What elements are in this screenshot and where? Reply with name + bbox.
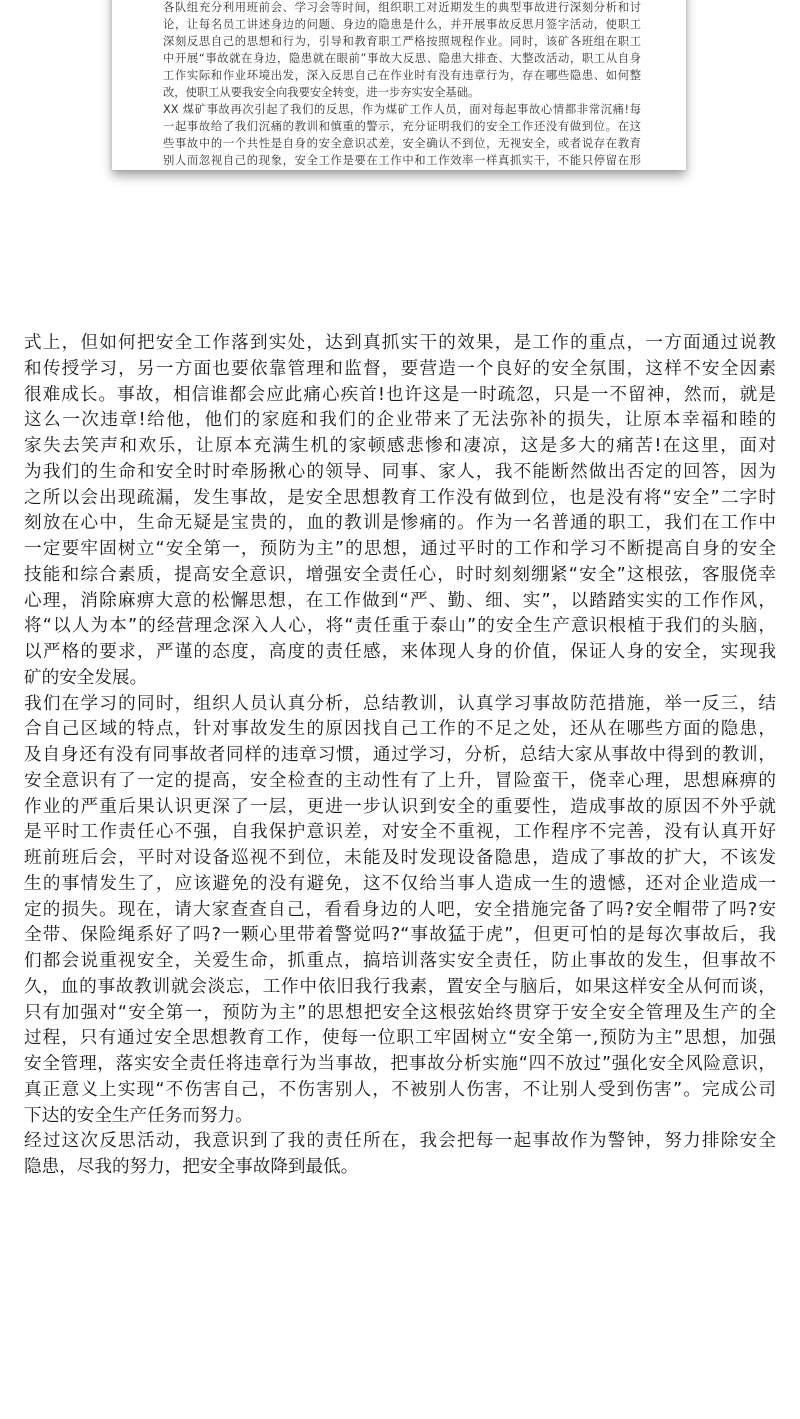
article-body <box>24 331 776 1181</box>
body-line: 久，血的事故教训就会淡忘，工作中依旧我行我素，置安全与脑后，如果这样安全从何而谈， <box>24 976 776 997</box>
body-line: 全带、保险绳系好了吗?一颗心里带着警觉吗?“事故猛于虎”，但更可怕的是每次事故后，我 <box>24 925 776 946</box>
body-line: 真正意义上实现“不伤害自己，不伤害别人，不被别人伤害，不让别人受到伤害”。完成公司 <box>24 1079 776 1100</box>
body-line: 合自己区域的特点，针对事故发生的原因找自己工作的不足之处，还从在哪些方面的隐患， <box>24 719 776 740</box>
body-line: 刻放在心中，生命无疑是宝贵的，血的教训是惨痛的。作为一名普通的职工，我们在工作中 <box>24 513 776 534</box>
body-line: 将“以人为本”的经营理念深入人心，将“责任重于泰山”的安全生产意识根植于我们的头脑， <box>24 616 776 637</box>
body-paragraph <box>24 692 776 1130</box>
body-line: 们都会说重视安全，关爱生命，抓重点，搞培训落实安全责任，防止事故的发生，但事故不 <box>24 951 776 971</box>
body-line: 只有加强对“安全第一，预防为主”的思想把安全这根弦始终贯穿于安全安全管理及生产的全 <box>24 1002 776 1023</box>
body-line: 这么一次违章!给他，他们的家庭和我们的企业带来了无法弥补的损失，让原本幸福和睦的 <box>24 410 776 431</box>
body-line: 安全意识有了一定的提高，安全检查的主动性有了上升，冒险蛮干，侥幸心理，思想麻痹的 <box>24 770 776 791</box>
document-preview-card <box>112 0 686 170</box>
body-line: 班前班后会，平时对设备巡视不到位，未能及时发现设备隐患，造成了事故的扩大，不该发 <box>24 848 776 868</box>
body-line: 隐患，尽我的努力，把安全事故降到最低。 <box>24 1157 359 1177</box>
body-paragraph <box>24 1129 776 1181</box>
excerpt-paragraph <box>163 101 641 169</box>
body-paragraph <box>24 331 776 692</box>
excerpt-line: 改，使职工从要我安全向我要安全转变，进一步夯实安全基础。 <box>163 86 480 99</box>
excerpt-line: 中开展“事故就在身边，隐患就在眼前”事故大反思、隐患大排查、大整改活动，职工从自身 <box>163 52 641 65</box>
body-line: 以严格的要求，严谨的态度，高度的责任感，来体现人身的价值，保证人身的安全，实现我 <box>24 642 776 662</box>
excerpt-line: 各队组充分利用班前会、学习会等时间，组织职工对近期发生的典型事故进行深刻分析和讨 <box>163 1 641 14</box>
body-line: 家失去笑声和欢乐，让原本充满生机的家顿感悲惨和凄凉，这是多大的痛苦!在这里，面对 <box>24 436 776 456</box>
body-line: 一定要牢固树立“安全第一，预防为主”的思想，通过平时的工作和学习不断提高自身的安全 <box>24 539 776 559</box>
body-line: 矿的安全发展。 <box>24 667 148 688</box>
body-line: 经过这次反思活动，我意识到了我的责任所在，我会把每一起事故作为警钟，努力排除安全 <box>24 1131 776 1152</box>
body-line: 定的损失。现在，请大家查查自己，看看身边的人吧，安全措施完备了吗?安全帽带了吗?安 <box>24 899 776 920</box>
body-line: 及自身还有没有同事故者同样的违章习惯，通过学习，分析，总结大家从事故中得到的教训， <box>24 745 776 765</box>
body-line: 我们在学习的同时，组织人员认真分析，总结教训，认真学习事故防范措施，举一反三，结 <box>24 693 776 714</box>
excerpt-line: XX 煤矿事故再次引起了我们的反思，作为煤矿工作人员，面对每起事故心情都非常沉痛!每 <box>163 103 641 116</box>
body-line: 是平时工作责任心不强，自我保护意识差，对安全不重视，工作程序不完善，没有认真开好 <box>24 822 776 843</box>
excerpt-text <box>163 0 641 169</box>
body-line: 下达的安全生产任务而努力。 <box>24 1105 253 1126</box>
body-line: 为我们的生命和安全时时牵肠揪心的领导、同事、家人，我不能断然做出否定的回答，因为 <box>24 461 776 482</box>
body-line: 式上，但如何把安全工作落到实处，达到真抓实干的效果，是工作的重点，一方面通过说教 <box>24 333 776 353</box>
excerpt-line: 一起事故给了我们沉痛的教训和慎重的警示，充分证明我们的安全工作还没有做到位。在这 <box>163 120 641 133</box>
body-line: 安全管理，落实安全责任将违章行为当事故，把事故分析实施“四不放过”强化安全风险意识， <box>24 1054 776 1074</box>
body-line: 之所以会出现疏漏，发生事故，是安全思想教育工作没有做到位，也是没有将“安全”二字时 <box>24 487 776 508</box>
body-line: 心理，消除麻痹大意的松懈思想，在工作做到“严、勤、细、实”，以踏踏实实的工作作风， <box>24 590 776 611</box>
excerpt-line: 深刻反思自己的思想和行为，引导和教育职工严格按照规程作业。同时，该矿各班组在职工 <box>163 35 641 48</box>
body-line: 很难成长。事故，相信谁都会应此痛心疾首!也许这是一时疏忽，只是一不留神，然而，就是 <box>24 384 776 405</box>
excerpt-line: 工作实际和作业环境出发，深入反思自己在作业时有没有违章行为，存在哪些隐患、如何整 <box>163 69 641 82</box>
body-line: 生的事情发生了，应该避免的没有避免，这不仅给当事人造成一生的遗憾，还对企业造成一 <box>24 873 776 894</box>
body-line: 和传授学习，另一方面也要依靠管理和监督，要营造一个良好的安全氛围，这样不安全因素 <box>24 358 776 379</box>
body-line: 技能和综合素质，提高安全意识，增强安全责任心，时时刻刻绷紧“安全”这根弦，客服侥幸 <box>24 564 776 585</box>
excerpt-line: 些事故中的一个共性是自身的安全意识忒差，安全确认不到位，无视安全，或者说存在教育 <box>163 137 641 150</box>
body-line: 作业的严重后果认识更深了一层，更进一步认识到安全的重要性，造成事故的原因不外乎就 <box>24 796 776 817</box>
excerpt-paragraph <box>163 0 641 101</box>
excerpt-line: 论，让每名员工讲述身边的问题、身边的隐患是什么，并开展事故反思月签字活动，使职工 <box>163 18 641 31</box>
excerpt-line: 别人而忽视自己的现象，安全工作是要在工作中和工作效率一样真抓实干，不能只停留在形 <box>163 154 641 167</box>
body-line: 过程，只有通过安全思想教育工作，使每一位职工牢固树立“安全第一,预防为主”思想，加强 <box>24 1028 776 1049</box>
